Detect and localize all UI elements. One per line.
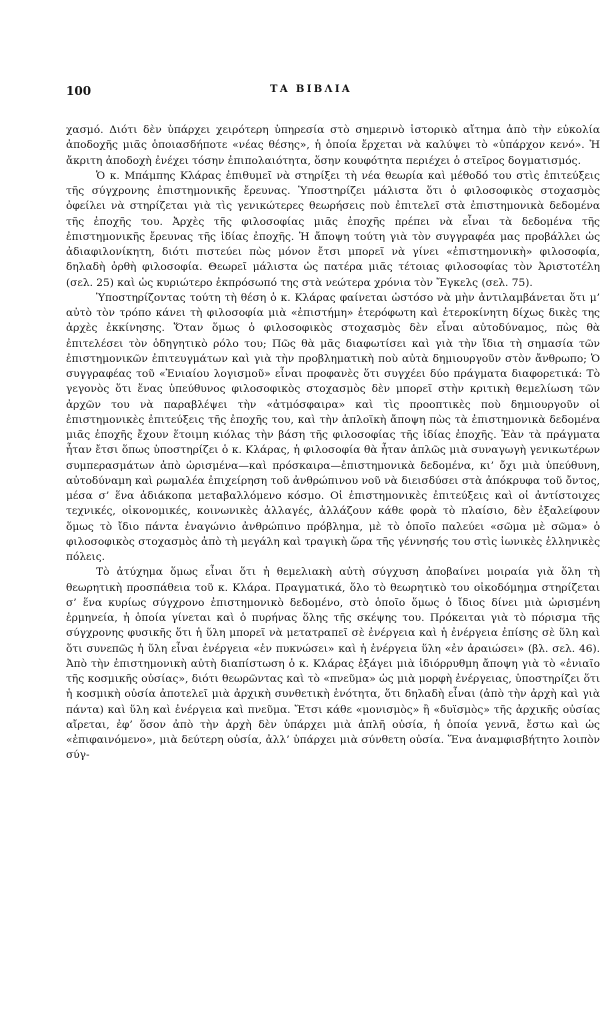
- body-text: [66, 123, 600, 764]
- paragraph: χασμό. Διότι δὲν ὑπάρχει χειρότερη ὑπηρεσία στὸ σημερινὸ ἱστορικὸ αἴτημα ἀπὸ τὴν εὐκολία ἀποδοχῆς μιᾶς ὁποιασδήποτε «νέας θέσης», ἡ ὁποία ἔρχεται νὰ καλύψει τὸ «ὑπάρχον κενό». Ἡ ἄκριτη ἀποδοχὴ ἐνέχει τόσην ἐπιπολαιότητα, ὅσην κουφότητα περιέχει ὁ στεῖρος δογματισμός.: [66, 124, 600, 167]
- paragraph: Ὑποστηρίζοντας τούτη τὴ θέση ὁ κ. Κλάρας φαίνεται ὡστόσο νὰ μὴν ἀντιλαμβάνεται ὅτι μ’ αὐτὸ τὸν τρόπο κάνει τὴ φιλοσοφία μιὰ «ἐπιστήμη» ἑτερόφωτη καὶ ἑτεροκίνητη δίχως δικὲς της ἀρχὲς ἐκκίνησης. Ὅταν ὅμως ὁ φιλοσοφικὸς στοχασμὸς δὲν εἶναι αὐτοδύναμος, πὼς θὰ ἐπιτελέσει τὸν ὁδηγητικὸ ρόλο του; Πῶς θὰ μᾶς διαφωτίσει καὶ γιὰ τὴν ἴδια τὴ σημασία τῶν ἐπιστημονικῶν ἐπιτευγμάτων καὶ γιὰ τὴν προβληματικὴ ποὺ αὐτὰ δημιουργοῦν στὸν ἄνθρωπο; Ὁ συγγραφέας τοῦ «Ἐνιαίου λογισμοῦ» εἶναι προφανὲς ὅτι συγχέει δύο πράγματα διαφορετικά: Τὸ γεγονὸς ὅτι ἕνας ὑπεύθυνος φιλοσοφικὸς στοχασμὸς δὲν μπορεῖ στὴν κριτικὴ θεμελίωση τῶν ἀρχῶν του νὰ παραβλέψει τὴν «ἀτμόσφαιρα» καὶ τὶς προοπτικὲς ποὺ δημιουργοῦν οἱ ἐπιστημονικὲς ἐπιτεύξεις τῆς ἐποχῆς του, καὶ τὴν ἁπλοϊκὴ ἄποψη πὼς τὰ ἐπιστημονικὰ δεδομένα μιᾶς ἐποχῆς ἔχουν ἕτοιμη κιόλας τὴν βάση τῆς φιλοσοφίας τῆς ἰδίας ἐποχῆς. Ἐὰν τὰ πράγματα ἦταν ἔτσι ὅπως ὑποστηρίζει ὁ κ. Κλάρας, ἡ φιλοσοφία θὰ ἦταν ἁπλῶς μιὰ συναγωγὴ γενικωτέρων συμπερασμάτων ἀπὸ ὡρισμένα—καὶ πρόσκαιρα—ἐπιστημονικὰ δεδομένα, κι’ ὄχι μιὰ ὑπεύθυνη, αὐτοδύναμη καὶ ρωμαλέα ἐπιχείρηση τοῦ ἀνθρώπινου νοῦ νὰ διεισδύσει στὰ ἀπόκρυφα τοῦ ὄντος, μέσα σ’ ἕνα ἀδιάκοπα μεταβαλλόμενο κόσμο. Οἱ ἐπιστημονικὲς ἐπιτεύξεις καὶ οἱ ἀντίστοιχες τεχνικές, οἰκονομικές, κοινωνικὲς ἀλλαγές, ἀλλάζουν κάθε φορὰ τὸ πλαίσιο, δὲν ἐξαλείφουν ὅμως τὸ ἴδιο πάντα ἐναγώνιο ἀνθρώπινο πρόβλημα, μὲ τὸ ὁποῖο παλεύει «σῶμα μὲ σῶμα» ὁ φιλοσοφικὸς στοχασμὸς ἀπὸ τὴ μεγάλη καὶ τραγικὴ ὥρα τῆς γέννησής του στὶς ἰωνικὲς ἑλληνικὲς πόλεις.: [66, 291, 600, 563]
- paragraph: Ὁ κ. Μπάμπης Κλάρας ἐπιθυμεῖ νὰ στηρίξει τὴ νέα θεωρία καὶ μέθοδό του στὶς ἐπιτεύξεις τῆς σύγχρονης ἐπιστημονικῆς ἔρευνας. Ὑποστηρίζει μάλιστα ὅτι ὁ φιλοσοφικὸς στοχασμὸς ὀφείλει νὰ στηρίζεται γιὰ τὶς γενικώτερες θεωρήσεις ποὺ ἐπιτελεῖ στὰ ἐπιστημονικὰ δεδομένα τῆς ἐποχῆς του. Ἀρχὲς τῆς φιλοσοφίας μιᾶς ἐποχῆς πρέπει νὰ εἶναι τὰ δεδομένα τῆς ἐπιστημονικῆς ἔρευνας τῆς ἰδίας ἐποχῆς. Ἡ ἄποψη τούτη γιὰ τὸν συγγραφέα μας προβάλλει ὡς ἀδιαφιλονίκητη, διότι πιστεύει πὼς μόνον ἔτσι μπορεῖ νὰ γίνει «ἐπιστημονικὴ» φιλοσοφία, δηλαδὴ ὀρθὴ φιλοσοφία. Θεωρεῖ μάλιστα ὡς πατέρα μιᾶς τέτοιας φιλοσοφίας τὸν Ἀριστοτέλη (σελ. 25) καὶ ὡς κυριώτερο ἐκπρόσωπό της στὰ νεώτερα χρόνια τὸν Ἔγκελς (σελ. 75).: [66, 169, 600, 289]
- page-number: 100: [66, 84, 92, 98]
- running-title: ΤΑ ΒΙΒΛΙΑ: [270, 84, 353, 95]
- page-header: [66, 84, 550, 100]
- paragraph: Τὸ ἀτύχημα ὅμως εἶναι ὅτι ἡ θεμελιακὴ αὐτὴ σύγχυση ἀποβαίνει μοιραία γιὰ ὅλη τὴ θεωρητικὴ προσπάθεια τοῦ κ. Κλάρα. Πραγματικά, ὅλο τὸ θεωρητικὸ του οἰκοδόμημα στηρίζεται σ’ ἕνα κυρίως σύγχρονο ἐπιστημονικὸ δεδομένο, στὸ ὁποῖο ὅμως ὁ ἴδιος δίνει μιὰ ὡρισμένη ἑρμηνεία, ἡ ὁποία γίνεται καὶ ὁ πυρήνας ὅλης τῆς σκέψης του. Πρόκειται γιὰ τὸ πόρισμα τῆς σύγχρονης φυσικῆς ὅτι ἡ ὕλη μπορεῖ νὰ μετατραπεῖ σὲ ἐνέργεια καὶ ἡ ἐνέργεια ἐπίσης σὲ ὕλη καὶ ὅτι συνεπῶς ἡ ὕλη εἶναι ἐνέργεια «ἐν πυκνώσει» καὶ ἡ ἐνέργεια ὕλη «ἐν ἀραιώσει» (βλ. σελ. 46). Ἀπὸ τὴν ἐπιστημονικὴ αὐτὴ διαπίστωση ὁ κ. Κλάρας ἐξάγει μιὰ ἰδιόρρυθμη ἄποψη γιὰ τὸ «ἑνιαῖο τῆς κοσμικῆς οὐσίας», διότι θεωρῶντας καὶ τὸ «πνεῦμα» ὡς μιὰ μορφὴ ἐνέργειας, ὑποστηρίζει ὅτι ἡ κοσμικὴ οὐσία ἀποτελεῖ μιὰ ἀρχικὴ συνθετικὴ ἑνότητα, ὅτι δηλαδὴ εἶναι (ἀπὸ τὴν ἀρχὴ καὶ γιὰ πάντα) καὶ ὕλη καὶ ἐνέργεια καὶ πνεῦμα. Ἔτσι κάθε «μονισμὸς» ἢ «δυϊσμὸς» τῆς ἀρχικῆς οὐσίας αἴρεται, ἐφ’ ὅσον ἀπὸ τὴν ἀρχὴ δὲν ὑπάρχει μιὰ ἁπλῆ οὐσία, ἡ ὁποία γεννᾶ, ἔστω καὶ ὡς «ἐπιφαινόμενο», μιὰ δεύτερη οὐσία, ἀλλ’ ὑπάρχει μιὰ σύνθετη οὐσία. Ἕνα ἀναμφισβήτητο λοιπὸν σύγ-: [66, 566, 600, 762]
